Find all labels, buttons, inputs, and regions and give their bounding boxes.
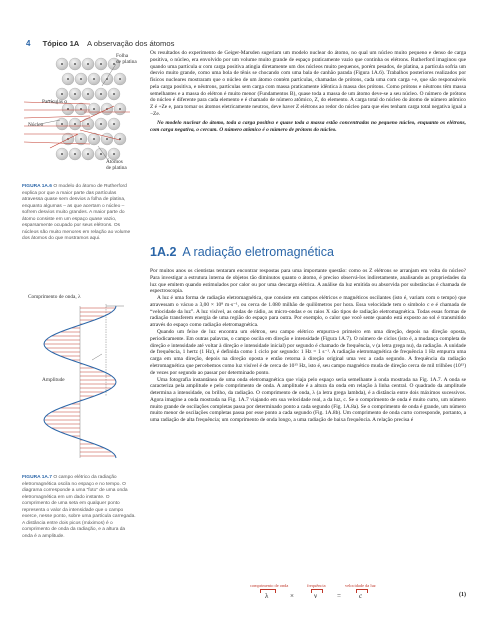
nucleus-dot xyxy=(61,63,63,65)
nucleus-dot xyxy=(119,78,121,80)
section-number: 1A.2 xyxy=(150,245,177,259)
paragraph: A luz é uma forma de radiação eletromagnética, que consiste em campos elétricos e magnéticos oscilantes (isto é, variam com o tempo) que atravessam o vácuo a 3,00 × 10⁸ m·s⁻¹, ou cerca de 1.080 milhão de quilômetros por hora. Essa velocidade tem o símbolo c e é chamada de “velocidade da luz”. A luz visível, as ondas de rádio, as micro-ondas e os raios X são tipos de radiação eletromagnética. Todas essas formas de radiação transferem energia de uma região do espaço para outra. Por exemplo, o calor que você sente quando está exposto ao sol é transmitido através do espaço como radiação eletromagnética. xyxy=(150,295,466,329)
nucleus-dot xyxy=(61,123,63,125)
paragraph: Uma fotografia instantânea de uma onda eletromagnética que viaja pelo espaço seria semelhante à onda mostrada na Fig. 1A.7. A onda se caracteriza pela amplitude e pelo comprimento de onda. A amplitude é a altura da onda em relação à linha central. O quadrado da amplitude determina a intensidade, ou brilho, da radiação. O comprimento de onda, λ (a letra grega lambda), é a distância entre dois máximos sucessivos. Agora imagine a onda mostrada na Fig. 1A.7 viajando em sua velocidade real, a da luz, c. Se o comprimento de onda é muito curto, um número muito grande de oscilações completas passa por determinado ponto a cada segundo (Fig. 1A.8a). Se o comprimento de onda é grande, um número muito menor de oscilações completas passa por esse ponto a cada segundo (Fig. 1A.8b). Um comprimento de onda curto corresponde, portanto, a uma radiação de alta frequência; um comprimento de onda longo, a uma radiação de baixa frequência. A relação precisa é xyxy=(150,376,466,424)
nucleus-dot xyxy=(61,153,63,155)
nucleus-dot xyxy=(100,63,102,65)
nucleus-dot xyxy=(67,78,69,80)
section-heading xyxy=(150,245,334,259)
nucleus-dot xyxy=(87,153,89,155)
atoms-label: Átomos de platina xyxy=(106,159,127,171)
nucleus-dot xyxy=(100,123,102,125)
caption-text: O modelo do átomo de Rutherford explica por que a maior parte das partículas atravessa quase sem desvios a folha de platina, enquanto algumas – as que acertam o núcleo – sofrem desvios muito grandes. A maior parte do átomo consiste em um espaço quase vazio, esparsamente ocupado por seus elétrons. Os núcleos são muito menores em relação ao volume dos átomos do que mostramos aqui. xyxy=(22,184,131,241)
nucleus-dot xyxy=(113,93,115,95)
figure-electromagnetic-wave xyxy=(20,298,146,462)
term-wavelength: comprimento de onda xyxy=(250,583,289,588)
section-title: A radiação eletromagnética xyxy=(182,245,334,259)
nucleus-dot xyxy=(74,63,76,65)
nucleus-dot xyxy=(106,138,108,140)
equation-number: (1) xyxy=(459,592,466,598)
amplitude-label: Amplitude xyxy=(42,377,65,383)
nucleus-dot xyxy=(80,78,82,80)
caption-label: FIGURA 1A.6 xyxy=(22,184,52,189)
nucleus-dot xyxy=(119,108,121,110)
nucleus-dot xyxy=(100,153,102,155)
symbol-lambda: λ xyxy=(265,592,269,600)
nucleus-dot xyxy=(113,153,115,155)
term-frequency: frequência xyxy=(307,583,326,588)
nucleus-dot xyxy=(74,93,76,95)
nucleus-label: Núcleo xyxy=(28,122,44,128)
nucleus-dot xyxy=(113,63,115,65)
paragraph: Por muitos anos os cientistas tentaram encontrar respostas para uma importante questão: como os Z elétrons se arranjam em volta do núcleo? Para investigar a estrutura interna de objetos tão diminutos quanto o átomo, é preciso observá-los indiretamente, analisando as propriedades da luz que emitem quando estimulados por calor ou por uma descarga elétrica. A análise da luz emitida ou absorvida por substâncias é chamada de espectroscopia. xyxy=(150,268,466,295)
nucleus-dot xyxy=(93,108,95,110)
symbol-nu: ν xyxy=(314,592,318,600)
nucleus-dot xyxy=(80,108,82,110)
nucleus-dot xyxy=(113,123,115,125)
figure-1a6-caption xyxy=(22,184,136,243)
term-speed: velocidade da luz xyxy=(345,583,376,588)
platinum-atoms xyxy=(56,58,126,160)
nucleus-dot xyxy=(74,123,76,125)
nucleus-dot xyxy=(87,123,89,125)
running-header xyxy=(26,39,174,48)
chapter-title: A observação dos átomos xyxy=(87,39,175,48)
topic-label: Tópico 1A xyxy=(42,39,80,48)
caption-text-2: O campo elétrico da radiação eletromagnética oscila no espaço e no tempo. O diagrama corresponde a uma “foto” de uma onda eletromagnética em um dado instante. O comprimento de uma seta em qualquer ponto representa o valor da intensidade que o campo exerce, nesse ponto, sobre uma partícula carregada. A distância entre dois picos (máximos) é o comprimento de onda da radiação, e a altura da onda é a amplitude. xyxy=(22,475,136,539)
operator-times: × xyxy=(290,592,294,600)
nucleus-dot xyxy=(93,138,95,140)
foil-label: Folha de platina xyxy=(116,53,137,65)
nucleus-dot xyxy=(74,153,76,155)
nucleus-dot xyxy=(100,93,102,95)
page-number: 4 xyxy=(26,39,31,48)
paragraph: Os resultados do experimento de Geiger-Marsden sugeriam um modelo nuclear do átomo, no qual um núcleo muito pequeno e denso de carga positiva, o núcleo, era envolvido por um volume muito grande de espaço praticamente vazio que continha os elétrons. Rutherford imaginou que quando uma partícula α com carga positiva atingia diretamente um dos núcleos muito pequenos, porém pesados, de platina, a partícula sofria um desvio muito grande, como uma bola de tênis se chocando com uma bala de canhão parada (Figura 1A.6). Trabalhos posteriores realizados por físicos nucleares mostraram que o núcleo de um átomo contém partículas, chamadas de prótons, cada uma com carga +e, que são responsáveis pela carga positiva, e nêutrons, partículas sem carga com massa praticamente idêntica à massa dos prótons. Como prótons e nêutrons têm massa semelhantes e a massa do elétron é muito menor (Fundamentos B), quase toda a massa de um átomo deve-se a seu núcleo. O número de prótons do núcleo é diferente para cada elemento e é chamado de número atômico, Z, do elemento. A carga total do núcleo do átomo de número atômico Z é +Ze e, para tornar os átomos eletricamente neutros, deve haver Z elétrons ao redor do núcleo para que eles tenham carga total negativa igual a −Ze. xyxy=(150,50,466,118)
caption-label-2: FIGURA 1A.7 xyxy=(22,475,52,480)
operator-equals: = xyxy=(337,592,341,600)
equation-1 xyxy=(150,583,466,609)
key-point: No modelo nuclear do átomo, toda a carga positiva e quase toda a massa estão concentradas no pequeno núcleo, enquanto os elétrons, com carga negativa, o cercam. O número atômico é o número de prótons do núcleo. xyxy=(150,119,466,133)
main-text-bottom xyxy=(150,268,466,424)
alpha-particles-label: Partículas α xyxy=(42,99,67,105)
figure-1a7-caption xyxy=(22,475,136,540)
main-text-top xyxy=(150,50,466,133)
nucleus-dot xyxy=(93,78,95,80)
nucleus-dot xyxy=(61,93,63,95)
nucleus-dot xyxy=(67,108,69,110)
symbol-c: c xyxy=(359,592,363,600)
nucleus-dot xyxy=(80,138,82,140)
wavelength-label: Comprimento de onda, λ xyxy=(28,294,81,300)
nucleus-dot xyxy=(87,63,89,65)
paragraph: Quando um feixe de luz encontra um elétron, seu campo elétrico empurra-o primeiro em uma direção, depois na direção oposta, periodicamente. Em outras palavras, o campo oscila em direção e intensidade (Figura 1A.7). O número de ciclos (isto é, a mudança completa de direção e intensidade até voltar à direção e intensidade inicial) por segundo é chamado de frequência, ν (a letra grega nu), da radiação. A unidade de frequência, 1 hertz (1 Hz), é definida como 1 ciclo por segundo: 1 Hz = 1 s⁻¹. A radiação eletromagnética de frequência 1 Hz empurra uma carga em uma direção, depois na direção oposta e então retorna à direção original uma vez a cada segundo. A frequência da radiação eletromagnética que percebemos como luz visível é de cerca de 10¹⁵ Hz, isto é, seu campo magnético muda de direção cerca de mil trilhões (10¹⁵) de vezes por segundo ao passar por determinado ponto. xyxy=(150,329,466,376)
nucleus-dot xyxy=(87,93,89,95)
